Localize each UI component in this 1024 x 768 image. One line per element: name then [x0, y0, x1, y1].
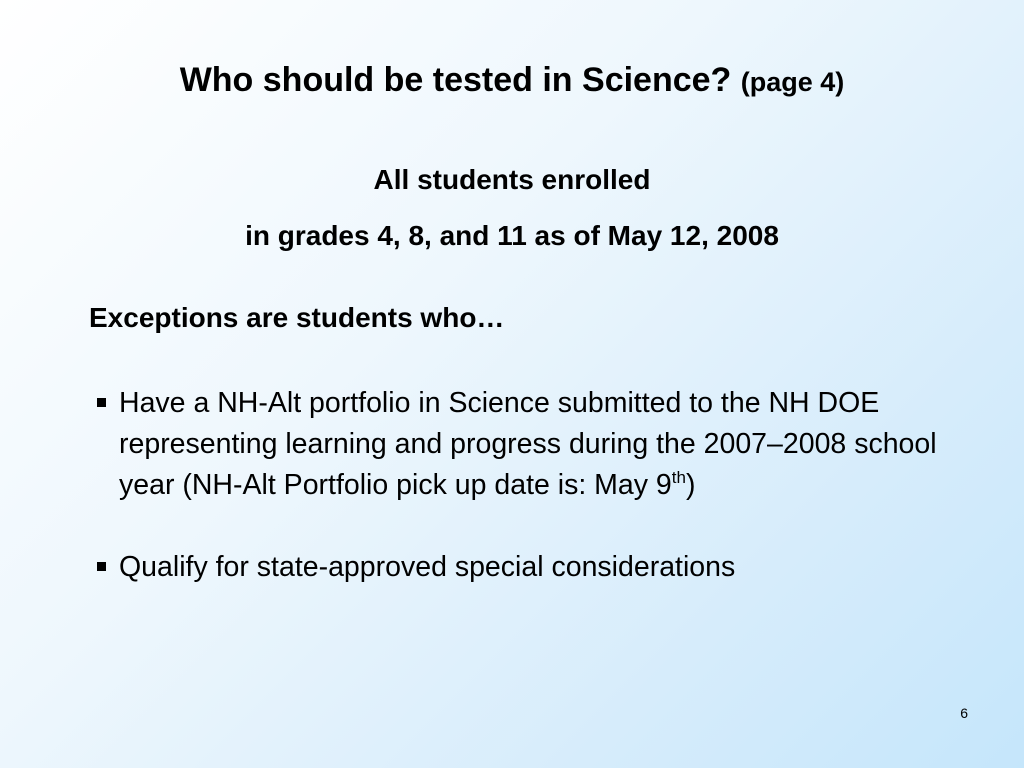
bullet-list [96, 383, 996, 588]
bullet-superscript: th [671, 468, 686, 487]
exceptions-heading: Exceptions are students who… [89, 302, 505, 333]
subtitle-line-1: All students enrolled [373, 164, 651, 195]
bullet-text: Qualify for state-approved special considerations [119, 551, 736, 583]
slide-number: 6 [960, 705, 968, 721]
title-page-reference: (page 4) [740, 67, 845, 97]
bullet-item-special-considerations [96, 547, 996, 588]
bullet-item-portfolio [96, 383, 996, 506]
title-main: Who should be tested in Science? [179, 61, 732, 99]
subtitle-line-2: in grades 4, 8, and 11 as of May 12, 2008 [245, 220, 779, 251]
square-bullet-icon [97, 398, 106, 407]
slide-title [0, 58, 1024, 104]
square-bullet-icon [97, 562, 106, 571]
bullet-suffix: ) [685, 469, 696, 501]
bullet-text: Have a NH-Alt portfolio in Science submitted to the NH DOE representing learning and progress during the 2007–2008 school year (NH-Alt Portfolio pick up date is: May 9 [119, 387, 937, 501]
